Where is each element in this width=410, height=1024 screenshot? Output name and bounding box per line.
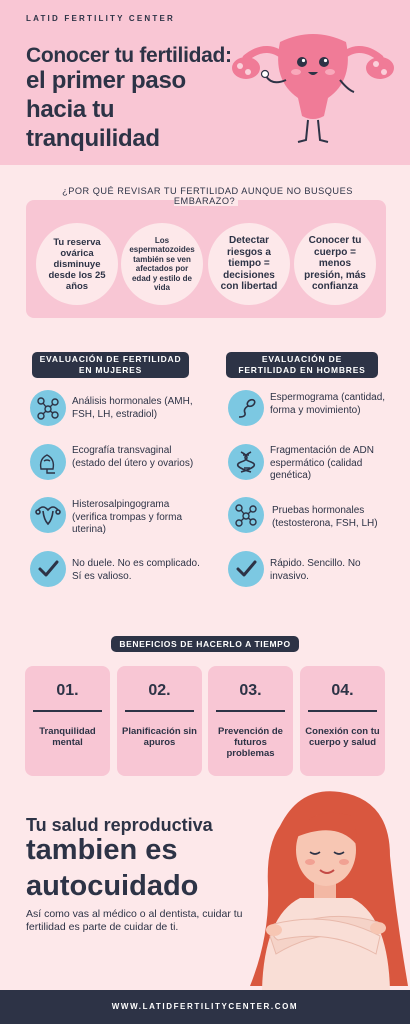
women-item-ultrasound: Ecografía transvaginal (estado del útero y ovarios): [72, 445, 194, 469]
why-item-sperm-quality: Los espermatozoides también se ven afectados por edad y estilo de vida: [121, 223, 203, 305]
men-item-dna: Fragmentación de ADN espermático (calidad genética): [270, 445, 374, 481]
women-item-hsg: Histerosalpingograma (verifica trompas y forma uterina): [72, 499, 183, 535]
benefit-label: Planificación sin apuros: [122, 726, 197, 748]
benefit-card-4: [300, 666, 385, 776]
checkmark-icon: [228, 551, 264, 587]
men-item-spermogram: Espermograma (cantidad, forma y movimiento): [270, 392, 386, 416]
closing-description: Así como vas al médico o al dentista, cuidar tu fertilidad es parte de cuidar de ti.: [26, 908, 243, 933]
women-item-summary: No duele. No es complicado. Sí es valioso.: [72, 558, 200, 582]
women-evaluation-heading: EVALUACIÓN DE FERTILIDAD EN MUJERES: [32, 352, 189, 378]
benefit-card-3: [208, 666, 293, 776]
hormone-molecule-icon: [228, 497, 264, 533]
benefit-divider: [216, 710, 285, 712]
uterus-mascot-icon: [228, 20, 398, 150]
ultrasound-icon: [30, 444, 66, 480]
benefit-label: Conexión con tu cuerpo y salud: [305, 726, 380, 748]
benefit-card-1: [25, 666, 110, 776]
benefit-number: 04.: [331, 682, 354, 699]
page-title-line2: el primer paso hacia tu tranquilidad: [26, 67, 186, 152]
checkmark-icon: [30, 551, 66, 587]
brand-name: LATID FERTILITY CENTER: [26, 14, 175, 23]
women-item-hormones: Análisis hormonales (AMH, FSH, LH, estradiol): [72, 396, 193, 420]
men-item-summary: Rápido. Sencillo. No invasivo.: [270, 558, 361, 582]
closing-title-line2: tambien es autocuidado: [26, 834, 199, 902]
why-question: ¿POR QUÉ REVISAR TU FERTILIDAD AUNQUE NO BUSQUES EMBARAZO?: [26, 186, 386, 206]
hormone-molecule-icon: [30, 390, 66, 426]
dna-icon: [228, 444, 264, 480]
benefit-number: 02.: [148, 682, 171, 699]
why-item-know-body: Conocer tu cuerpo = menos presión, más confianza: [294, 223, 376, 305]
benefit-label: Prevención de futuros problemas: [218, 726, 283, 759]
why-item-ovarian-reserve: Tu reserva ovárica disminuye desde los 25 años: [36, 223, 118, 305]
benefit-divider: [125, 710, 194, 712]
benefit-number: 01.: [56, 682, 79, 699]
sperm-icon: [228, 390, 264, 426]
footer-website[interactable]: WWW.LATIDFERTILITYCENTER.COM: [0, 990, 410, 1024]
benefit-divider: [33, 710, 102, 712]
benefit-number: 03.: [239, 682, 262, 699]
men-evaluation-heading: EVALUACIÓN DE FERTILIDAD EN HOMBRES: [226, 352, 378, 378]
benefit-divider: [308, 710, 377, 712]
self-hug-woman-illustration: [240, 786, 410, 990]
men-item-hormones: Pruebas hormonales (testosterona, FSH, LH): [272, 505, 378, 529]
uterus-icon: [30, 497, 66, 533]
benefit-label: Tranquilidad mental: [39, 726, 96, 748]
benefit-card-2: [117, 666, 202, 776]
why-item-detect-risks: Detectar riesgos a tiempo = decisiones con libertad: [208, 223, 290, 305]
page-title-line1: Conocer tu fertilidad:: [26, 44, 232, 67]
closing-title-line1: Tu salud reproductiva: [26, 815, 213, 835]
benefits-heading: BENEFICIOS DE HACERLO A TIEMPO: [111, 636, 299, 652]
